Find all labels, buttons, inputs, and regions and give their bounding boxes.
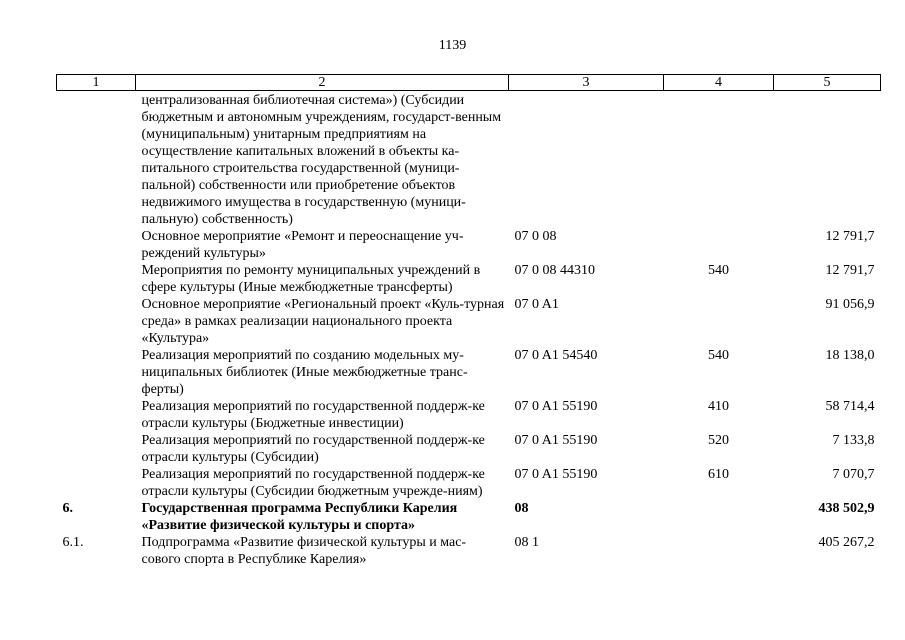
row-amount: 58 714,4 [825, 399, 875, 414]
row-expense-type [664, 296, 774, 347]
table-row [57, 466, 881, 500]
row-amount: 405 267,2 [818, 535, 875, 550]
row-name: Основное мероприятие «Региональный проект «Куль-турная среда» в рамках реализации национального проекта «Культура» [141, 297, 505, 346]
row-code: 07 0 A1 [514, 297, 559, 312]
row-code: 07 0 A1 55190 [514, 433, 598, 448]
row-name: Реализация мероприятий по государственной поддерж-ке отрасли культуры (Субсидии) [141, 433, 485, 465]
row-code: 07 0 08 44310 [514, 263, 595, 278]
row-amount: 7 133,8 [832, 433, 875, 448]
row-number: 6. [62, 501, 73, 516]
row-number: 6.1. [62, 535, 84, 550]
row-name: Реализация мероприятий по государственной поддерж-ке отрасли культуры (Бюджетные инвестиции) [141, 399, 485, 431]
table-row [57, 432, 881, 466]
table-row [57, 262, 881, 296]
table-row [57, 534, 881, 568]
row-code: 08 [514, 501, 529, 516]
row-number [57, 466, 136, 500]
row-name: Реализация мероприятий по государственной поддерж-ке отрасли культуры (Субсидии бюджетным учрежде-ниям) [141, 467, 485, 499]
column-header-5: 5 [774, 75, 881, 91]
row-name: Реализация мероприятий по созданию модельных му-ниципальных библиотек (Иные межбюджетные транс-ферты) [141, 348, 468, 397]
table-row [57, 228, 881, 262]
row-code: 07 0 A1 55190 [514, 467, 598, 482]
budget-table [56, 74, 881, 568]
row-code: 08 1 [514, 535, 539, 550]
row-amount: 12 791,7 [825, 263, 875, 278]
table-row [57, 398, 881, 432]
row-expense-type [664, 500, 774, 534]
column-header-3: 3 [509, 75, 664, 91]
row-amount: 12 791,7 [825, 229, 875, 244]
row-amount: 91 056,9 [825, 297, 875, 312]
row-expense-type [664, 228, 774, 262]
row-amount: 438 502,9 [818, 501, 875, 516]
row-expense-type: 520 [708, 433, 729, 448]
table-row [57, 500, 881, 534]
row-number [57, 432, 136, 466]
row-name: Государственная программа Республики Карелия «Развитие физической культуры и спорта» [141, 501, 458, 533]
column-header-4: 4 [664, 75, 774, 91]
row-number [57, 228, 136, 262]
row-amount: 18 138,0 [825, 348, 875, 363]
table-row [57, 296, 881, 347]
row-name: Основное мероприятие «Ремонт и переоснащение уч-реждений культуры» [141, 229, 464, 261]
row-code: 07 0 A1 54540 [514, 348, 598, 363]
row-number [57, 347, 136, 398]
row-amount: 7 070,7 [832, 467, 875, 482]
row-expense-type [664, 91, 774, 229]
table-header [57, 75, 881, 91]
row-expense-type: 410 [708, 399, 729, 414]
row-expense-type [664, 534, 774, 568]
row-code: 07 0 A1 55190 [514, 399, 598, 414]
column-header-2: 2 [136, 75, 509, 91]
row-amount [774, 91, 881, 229]
row-expense-type: 540 [708, 348, 729, 363]
table-row [57, 91, 881, 229]
row-code [509, 91, 664, 229]
row-number [57, 262, 136, 296]
table-row [57, 347, 881, 398]
row-expense-type: 540 [708, 263, 729, 278]
row-number [57, 296, 136, 347]
table-body [57, 91, 881, 569]
page-number: 1139 [438, 38, 467, 53]
row-code: 07 0 08 [514, 229, 557, 244]
row-number [57, 398, 136, 432]
row-name: Мероприятия по ремонту муниципальных учреждений в сфере культуры (Иные межбюджетные трансферты) [141, 263, 481, 295]
row-expense-type: 610 [708, 467, 729, 482]
row-name: Подпрограмма «Развитие физической культуры и мас-сового спорта в Республике Карелия» [141, 535, 467, 567]
column-header-1: 1 [57, 75, 136, 91]
row-number [57, 91, 136, 229]
row-name: централизованная библиотечная система») (Субсидии бюджетным и автономным учреждениям, государст-венным (муниципальным) унитарным предприятиям на осуществление капитальных вложений в объекты ка-питального строительства государственной (муници-пальной) собственности или приобретение объектов недвижимого имущества в государственную (муници-пальную) собственность) [141, 93, 502, 227]
